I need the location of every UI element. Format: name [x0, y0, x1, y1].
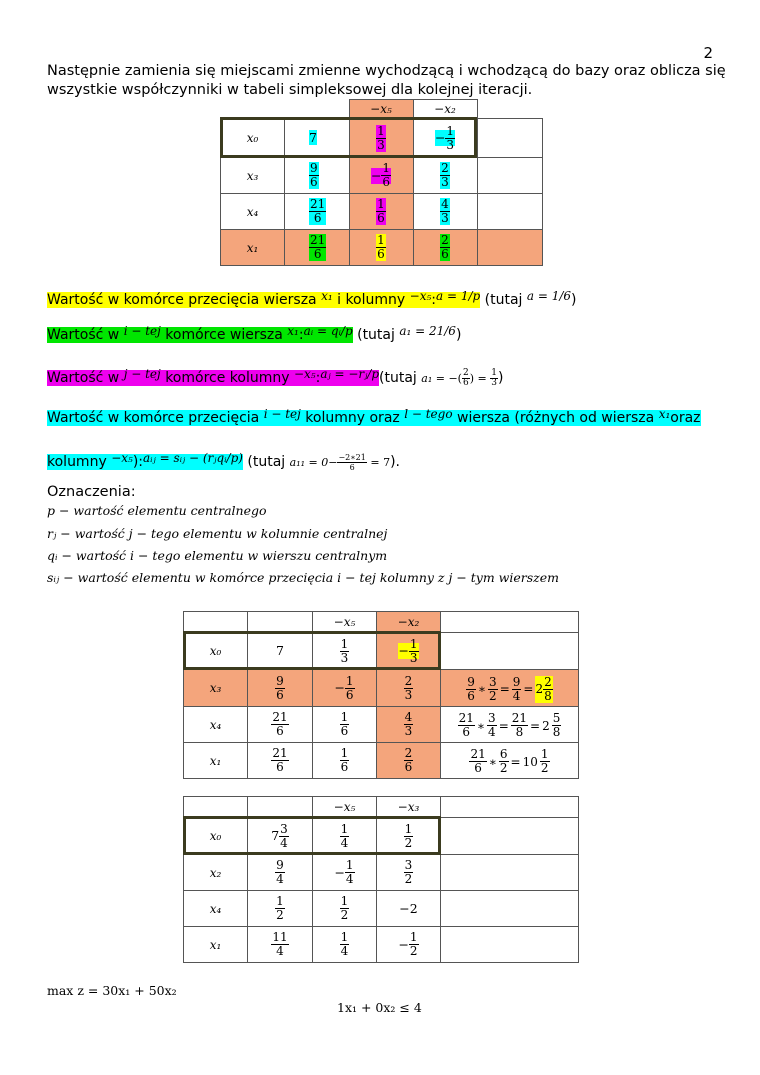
calc-cell: $\frac{21}{6}$ ∗ $\frac{6}{2}$ = 10 $\frac{1}{2}$ [470, 747, 549, 775]
cell-fraction: $\frac{2}{6}$ [441, 233, 449, 261]
pivot-row-frame [220, 117, 477, 158]
legend-item: sᵢⱼ − wartość elementu w komórce przecięcia i − tej kolumny z j − tym wierszem [47, 570, 559, 585]
cell-fraction: $\frac{4}{3}$ [404, 710, 413, 738]
intro-paragraph: Następnie zamienia się miejscami zmienne wychodzącą i wchodzącą do bazy oraz oblicza się wszystkie współczynniki w tabeli simpleksowej dla kolejnej iteracji. [47, 63, 726, 98]
cell-fraction: $\frac{21}{6}$ [272, 746, 288, 774]
row-label: x₃ [209, 681, 222, 695]
row-label: x₂ [209, 865, 222, 880]
cell-fraction: $\frac{1}{2}$ [404, 821, 413, 850]
rule-4-line-2: kolumny −x₅):aᵢⱼ = sᵢⱼ − (rⱼqᵢ/p) (tutaj a₁₁ = 0− $\frac{-2∗21}{6}$ = 7). [47, 451, 401, 472]
objective-function: max z = 30x₁ + 50x₂ [47, 983, 177, 998]
cell-value: −2 [399, 900, 418, 916]
cell-fraction: $\frac{1}{3}$ [340, 636, 349, 665]
header-col-2: −x₂ [434, 102, 456, 116]
row-label: x₄ [246, 204, 259, 219]
cell-value: 7 [309, 130, 317, 145]
cell-fraction: $\frac{2}{3}$ [404, 673, 413, 702]
legend-item: rⱼ − wartość j − tego elementu w kolumnie centralnej [47, 526, 388, 541]
calc-cell: $\frac{9}{6}$ ∗ $\frac{3}{2}$ = $\frac{9}{4}$ = 2 $\frac{2}{8}$ [467, 674, 552, 703]
row-label: x₃ [246, 168, 259, 183]
rule-1: Wartość w komórce przecięcia wiersza x₁ i kolumny −x₅:a = 1/p (tutaj a = 1/6) [47, 289, 577, 308]
cell-fraction: − $\frac{1}{4}$ [334, 858, 354, 886]
cell-fraction: $\frac{1}{6}$ [377, 233, 385, 261]
cell-fraction: $\frac{3}{2}$ [404, 858, 413, 886]
cell-fraction: − $\frac{1}{6}$ [334, 673, 354, 702]
cell-fraction: − $\frac{1}{6}$ [370, 161, 391, 189]
row-label: x₁ [246, 240, 259, 255]
row-label: x₀ [209, 829, 222, 843]
cell-fraction: $\frac{1}{4}$ [340, 821, 349, 850]
cell-fraction: $\frac{2}{3}$ [441, 161, 449, 189]
cell-fraction: − $\frac{1}{3}$ [398, 636, 418, 665]
header-col-1: −x₅ [333, 615, 356, 629]
cell-fraction: 7 $\frac{3}{4}$ [271, 821, 288, 850]
cell-value: 7 [276, 643, 284, 658]
cell-fraction: $\frac{1}{6}$ [340, 746, 349, 774]
header-col-1: −x₅ [370, 102, 392, 116]
rule-3: Wartość w j − tej komórce kolumny −x₅:aⱼ = −rⱼ/p(tutaj a₁ = −( $\frac{2}{6}$ ) = $\frac{1}{3}$ ) [47, 367, 504, 388]
page-number: 2 [703, 44, 713, 62]
row-label: x₀ [209, 644, 222, 658]
row-label: x₄ [209, 901, 222, 916]
pivot-row-frame [183, 631, 441, 670]
row-label: x₀ [246, 131, 259, 145]
row-label: x₁ [209, 753, 222, 768]
cell-fraction: $\frac{11}{4}$ [272, 930, 288, 958]
cell-fraction: $\frac{2}{6}$ [404, 746, 413, 774]
cell-fraction: $\frac{9}{6}$ [276, 673, 284, 702]
cell-fraction: $\frac{21}{6}$ [310, 233, 326, 261]
legend-title: Oznaczenia: [47, 484, 136, 500]
rule-4-line-1: Wartość w komórce przecięcia i − tej kolumny oraz l − tego wiersza (różnych od wiersza x₁oraz [47, 407, 701, 426]
header-col-2: −x₂ [397, 615, 420, 629]
cell-fraction: $\frac{4}{3}$ [441, 197, 449, 225]
rule-2: Wartość w i − tej komórce wiersza x₁:aᵢ = qᵢ/p (tutaj a₁ = 21/6) [47, 324, 462, 343]
pivot-row-frame [183, 816, 441, 855]
cell-fraction: $\frac{21}{6}$ [310, 197, 326, 225]
header-col-2: −x₃ [397, 800, 420, 814]
cell-fraction: $\frac{1}{6}$ [340, 710, 349, 738]
cell-fraction: $\frac{9}{4}$ [276, 858, 284, 886]
cell-fraction: $\frac{1}{4}$ [340, 930, 349, 958]
constraint: 1x₁ + 0x₂ ≤ 4 [337, 1000, 422, 1015]
cell-fraction: $\frac{9}{6}$ [310, 161, 318, 189]
legend-item: qᵢ − wartość i − tego elementu w wierszu centralnym [47, 548, 388, 563]
legend-item: p − wartość elementu centralnego [47, 503, 267, 518]
cell-fraction: $\frac{1}{2}$ [276, 894, 284, 922]
cell-fraction: $\frac{1}{2}$ [340, 894, 349, 922]
header-col-1: −x₅ [333, 800, 356, 814]
cell-fraction: − $\frac{1}{3}$ [434, 123, 455, 152]
cell-fraction: − $\frac{1}{2}$ [398, 930, 418, 958]
row-label: x₁ [209, 937, 222, 952]
cell-fraction: $\frac{1}{6}$ [377, 197, 385, 225]
row-label: x₄ [209, 717, 222, 732]
cell-fraction: $\frac{1}{3}$ [377, 123, 385, 152]
calc-cell: $\frac{21}{6}$ ∗ $\frac{3}{4}$ = $\frac{21}{8}$ = 2 $\frac{5}{8}$ [458, 711, 561, 739]
cell-fraction: $\frac{21}{6}$ [272, 710, 288, 738]
